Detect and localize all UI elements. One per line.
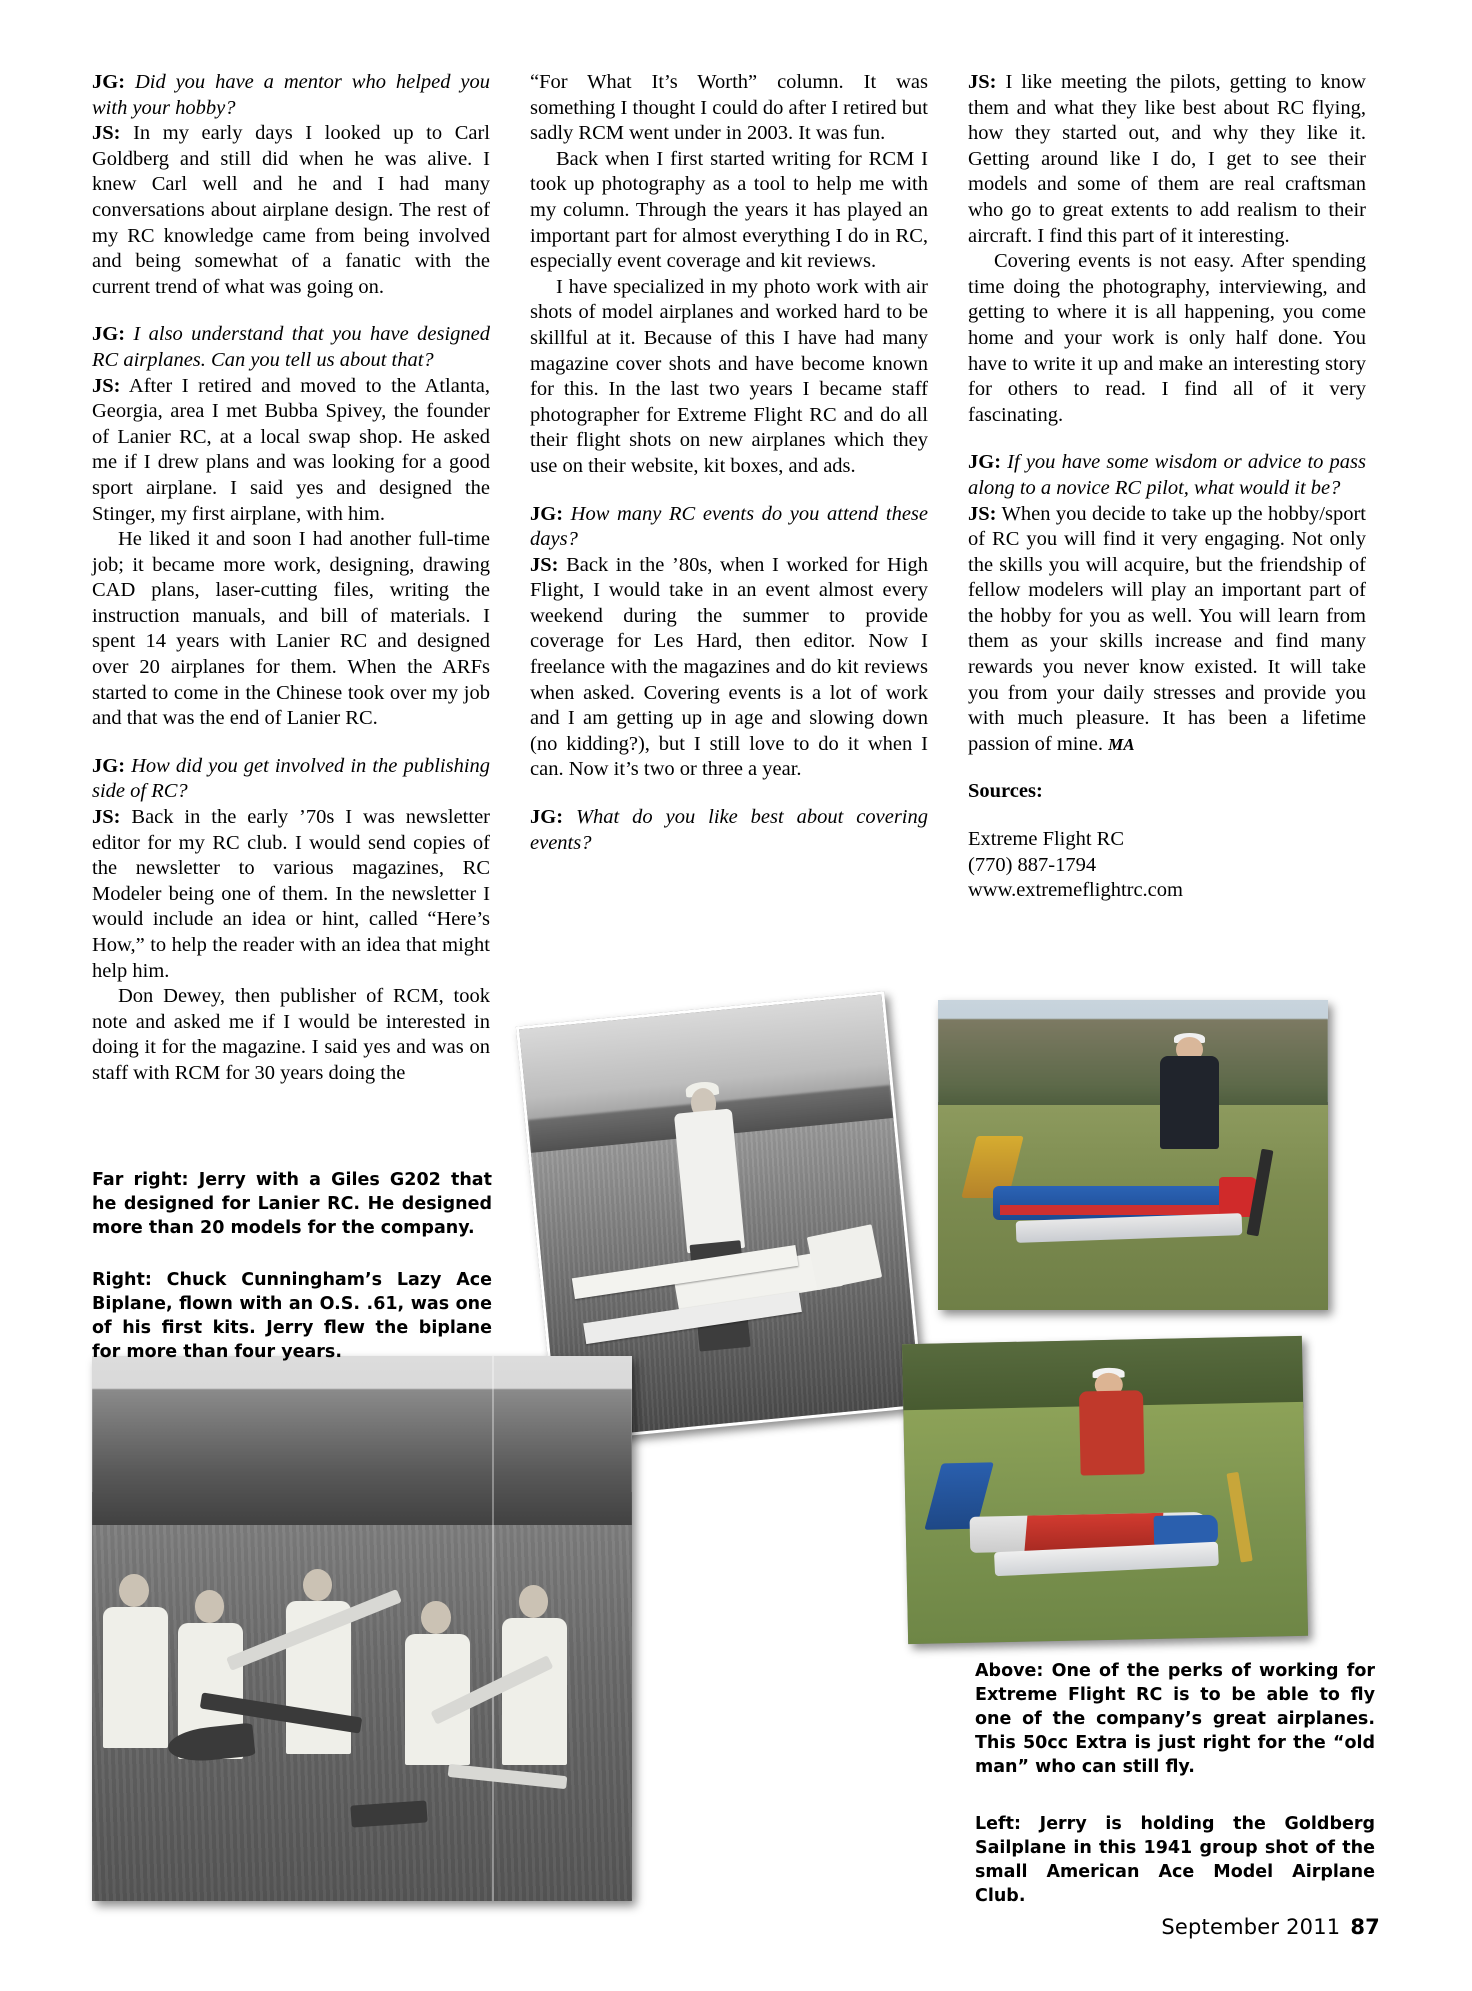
caption-far-right <box>92 1168 492 1240</box>
photo-model-stripe <box>1000 1205 1218 1216</box>
photo-content <box>902 1336 1308 1644</box>
question-label: JG: <box>968 451 1002 474</box>
photo-50cc-extra <box>902 1336 1308 1644</box>
photo-person-head <box>421 1601 451 1634</box>
qa-block-publishing <box>92 754 490 1087</box>
answer-paragraph <box>968 70 1366 249</box>
answer-label: JS: <box>530 553 559 576</box>
answer-label: JS: <box>968 502 997 525</box>
page-number: 87 <box>1350 1915 1380 1939</box>
answer-label: JS: <box>92 806 121 829</box>
body-paragraph: I have specialized in my photo work with air shots of model airplanes and worked hard to be skillful at it. Because of this I have had many magazine cover shots and have become known for this. In the last two years I became staff photographer for Extreme Flight RC and do all their flight shots on new airplanes which they use on their website, kit boxes, and ads. <box>530 275 928 477</box>
question-paragraph <box>530 502 928 553</box>
body-paragraph: Don Dewey, then publisher of RCM, took note and asked me if I would be interested in doing it for the magazine. I said yes and was on staff with RCM for 30 years doing the <box>92 985 490 1084</box>
question-paragraph <box>92 70 490 121</box>
qa-block-designed <box>92 322 490 732</box>
caption-right <box>92 1268 492 1364</box>
answer-label: JS: <box>968 71 997 93</box>
answer-text: Back in the early ’70s I was newsletter editor for my RC club. I would send copies of the newsletter to various magazines, RC Modeler being one of them. In the newsletter I would include an idea or hint, called “Here’s How,” to help the reader with an idea that might help him. <box>92 806 491 982</box>
answer-paragraph <box>530 553 928 783</box>
caption-text: Chuck Cunningham’s Lazy Ace Biplane, flown with an O.S. .61, was one of his first kits. Jerry flew the biplane for more than four years. <box>92 1270 492 1362</box>
question-text: I also understand that you have designed RC airplanes. Can you tell us about that? <box>92 323 491 371</box>
question-text: What do you like best about covering events? <box>530 806 928 854</box>
source-website: www.extremeflightrc.com <box>968 879 1183 902</box>
body-paragraph: He liked it and soon I had another full-time job; it became more work, designing, drawing CAD plans, laser-cutting files, writing the instruction manuals, and bill of materials. I spent 14 years with Lanier RC and designed over 20 airplanes for them. When the ARFs started to come in the Chinese took over my job and that was the end of Lanier RC. <box>92 528 490 730</box>
caption-text: Jerry is holding the Goldberg Sailplane in this 1941 group shot of the small American Ace Model Airplane Club. <box>975 1814 1375 1906</box>
photo-person-head <box>119 1574 149 1607</box>
answer-paragraph <box>968 502 1366 758</box>
question-label: JG: <box>530 502 564 525</box>
photo-1941-club-group <box>92 1356 632 1901</box>
answer-label: JS: <box>92 374 121 397</box>
answer-paragraph <box>92 121 490 300</box>
photo-treeline <box>92 1389 632 1531</box>
page-footer <box>1161 1915 1380 1939</box>
photo-treeline <box>938 1019 1328 1112</box>
answer-text: Back in the ’80s, when I worked for High Flight, I would take in an event almost every weekend during the summer to provide coverage for Les Hard, then editor. Now I freelance with the magazines and do kit reviews when asked. Covering events is a lot of work and I am getting up in age and slowing down (no kidding?), but I still love to do it when I can. Now it’s two or three a year. <box>530 553 929 781</box>
caption-text: One of the perks of working for Extreme Flight RC is to be able to fly one of the company’s great airplanes. This 50cc Extra is just right for the “old man” who can still fly. <box>975 1661 1375 1777</box>
photo-content <box>938 1000 1328 1310</box>
body-paragraph: Covering events is not easy. After spending time doing the photography, interviewing, and getting to where it is all happening, you come home and your work is only half done. You have to write it up and make an interesting story for others to read. I find all of it very fascinating. <box>968 250 1366 426</box>
caption-lead: Far right: <box>92 1170 189 1190</box>
caption-text: Jerry with a Giles G202 that he designed for Lanier RC. He designed more than 20 models for the company. <box>92 1170 492 1238</box>
photo-seam <box>492 1356 494 1901</box>
question-text: If you have some wisdom or advice to pass along to a novice RC pilot, what would it be? <box>968 451 1366 499</box>
question-paragraph <box>92 322 490 373</box>
text-column-2 <box>530 70 928 856</box>
caption-lead: Above: <box>975 1661 1044 1681</box>
caption-lead: Left: <box>975 1814 1021 1834</box>
body-paragraph: “For What It’s Worth” column. It was something I thought I could do after I retired but sadly RCM went under in 2003. It was fun. <box>530 71 928 145</box>
question-text: Did you have a mentor who helped you with your hobby? <box>92 71 491 119</box>
photo-content <box>92 1356 632 1901</box>
question-label: JG: <box>92 754 126 777</box>
answer-paragraph <box>92 374 490 528</box>
answer-text: After I retired and moved to the Atlanta, Georgia, area I met Bubba Spivey, the founder of Lanier RC, at a local swap shop. He asked me if I drew plans and was looking for a good sport airplane. I said yes and designed the Stinger, my first airplane, with him. <box>92 374 490 525</box>
source-company: Extreme Flight RC <box>968 828 1125 851</box>
answer-label: JS: <box>92 122 121 145</box>
text-column-3 <box>968 70 1366 904</box>
qa-block-events <box>530 502 928 784</box>
answer-paragraph <box>92 805 490 984</box>
question-paragraph <box>530 805 928 856</box>
issue-date: September 2011 <box>1161 1915 1341 1939</box>
body-paragraph: Back when I first started writing for RCM I took up photography as a tool to help me with my column. Through the years it has played an important part for almost everything I do in RC, especially event coverage and kit reviews. <box>530 147 928 273</box>
answer-text: I like meeting the pilots, getting to know them and what they like best about RC flying, how they started out, and why they like it. Getting around like I do, I get to see their models and some of them are real craftsman who go to great extents to add realism to their aircraft. I find this part of it interesting. <box>968 71 1366 247</box>
photo-person-body <box>1160 1056 1219 1149</box>
caption-left <box>975 1812 1375 1908</box>
caption-lead: Right: <box>92 1270 152 1290</box>
question-label: JG: <box>530 806 564 829</box>
question-label: JG: <box>92 71 126 93</box>
photo-person-head <box>195 1590 225 1623</box>
photo-person-head <box>519 1585 549 1618</box>
qa-block-advice <box>968 450 1366 757</box>
text-column-1 <box>92 70 490 1109</box>
photo-person-body <box>502 1618 567 1765</box>
answer-text: When you decide to take up the hobby/sport of RC you will find it very engaging. Not only the skills you will acquire, but the friendship of fellow modelers will play an important part of the hobby for you as well. You will learn from them as your skills increase and find many rewards you never know existed. It will take you from your daily stresses and provide you with much pleasure. It has been a lifetime passion of mine. <box>968 502 1366 755</box>
question-text: How many RC events do you attend these days? <box>530 502 928 551</box>
source-phone: (770) 887-1794 <box>968 853 1097 876</box>
photo-person-body <box>1079 1390 1145 1475</box>
qa-block-mentor <box>92 70 490 300</box>
photo-giles-g202 <box>938 1000 1328 1310</box>
question-text: How did you get involved in the publishing side of RC? <box>92 754 491 803</box>
caption-above <box>975 1659 1375 1779</box>
sources-heading: Sources: <box>968 780 1043 803</box>
question-paragraph <box>968 450 1366 501</box>
question-paragraph <box>92 754 490 805</box>
question-label: JG: <box>92 323 126 346</box>
photo-person-body <box>103 1607 168 1749</box>
end-mark: MA <box>1108 734 1135 754</box>
answer-text: In my early days I looked up to Carl Goldberg and still did when he was alive. I knew Carl well and he and I had many conversations about airplane design. The rest of my RC knowledge came from being involved and being somewhat of a fanatic with the current trend of what was going on. <box>92 122 490 298</box>
